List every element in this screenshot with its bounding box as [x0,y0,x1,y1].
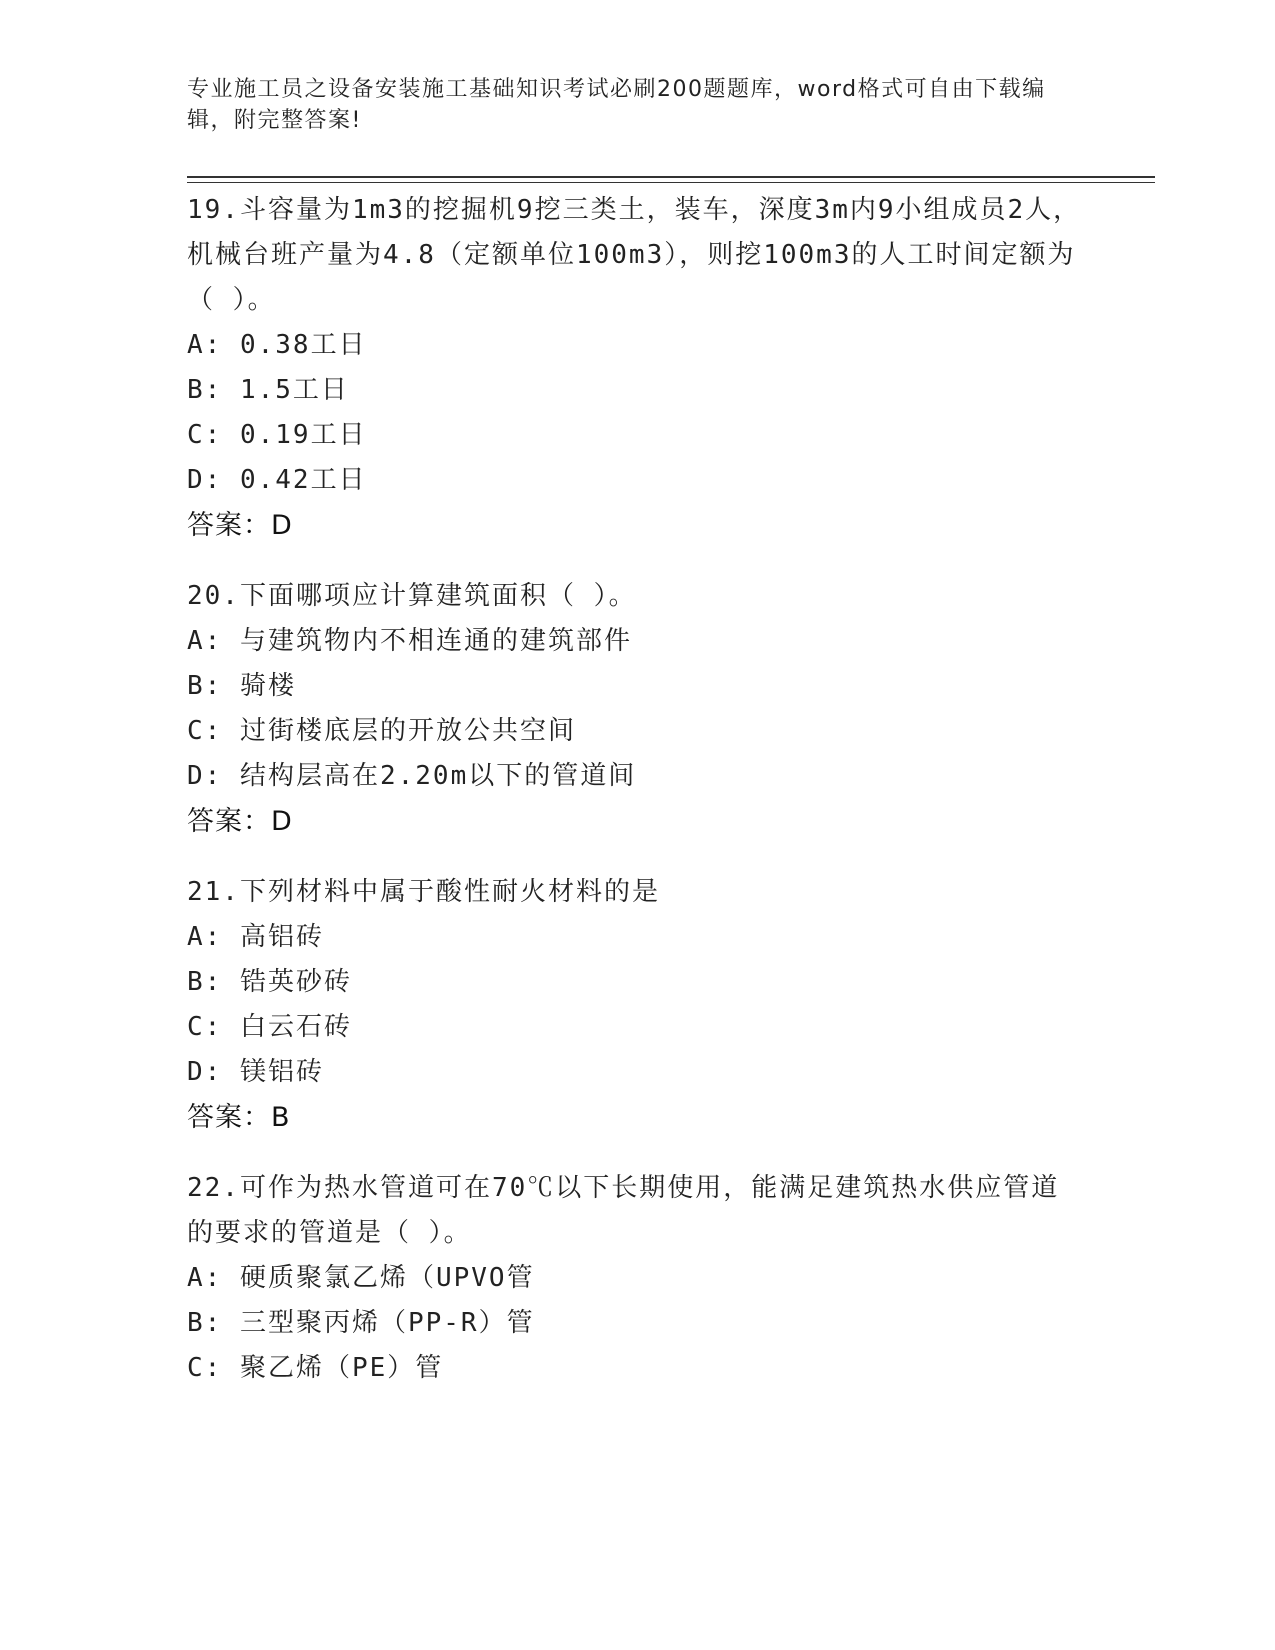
question-20 [187,574,1087,844]
option-d: D: 结构层高在2.20m以下的管道间 [187,761,637,791]
question-stem: 22.可作为热水管道可在70℃以下长期使用，能满足建筑热水供应管道的要求的管道是（ ）。 [187,1173,1060,1248]
document-header: 专业施工员之设备安装施工基础知识考试必刷200题题库，word格式可自由下载编辑，附完整答案! [187,77,1046,133]
option-b: B: 1.5工日 [187,375,349,405]
option-b: B: 骑楼 [187,671,296,701]
header-divider-thick [187,176,1155,178]
question-22 [187,1166,1087,1391]
answer-line: 答案：D [187,510,293,541]
option-a: A: 0.38工日 [187,330,367,360]
question-stem: 19.斗容量为1m3的挖掘机9挖三类土，装车，深度3m内9小组成员2人，机械台班产量为4.8（定额单位100m3），则挖100m3的人工时间定额为（ ）。 [187,195,1082,315]
question-list [187,188,1087,1417]
option-c: C: 过街楼底层的开放公共空间 [187,716,576,746]
option-b: B: 三型聚丙烯（PP-R）管 [187,1308,535,1338]
option-d: D: 镁铝砖 [187,1057,324,1087]
answer-line: 答案：D [187,806,293,837]
option-c: C: 白云石砖 [187,1012,352,1042]
option-a: A: 与建筑物内不相连通的建筑部件 [187,626,632,656]
option-b: B: 锆英砂砖 [187,967,352,997]
question-19 [187,188,1087,548]
option-a: A: 高铝砖 [187,922,324,952]
option-c: C: 0.19工日 [187,420,367,450]
header-divider-thin [187,182,1155,183]
option-a: A: 硬质聚氯乙烯（UPVO管 [187,1263,535,1293]
question-stem: 20.下面哪项应计算建筑面积（ ）。 [187,581,637,611]
question-stem: 21.下列材料中属于酸性耐火材料的是 [187,877,660,907]
option-d: D: 0.42工日 [187,465,367,495]
option-c: C: 聚乙烯（PE）管 [187,1353,444,1383]
answer-line: 答案：B [187,1102,291,1133]
question-21 [187,870,1087,1140]
